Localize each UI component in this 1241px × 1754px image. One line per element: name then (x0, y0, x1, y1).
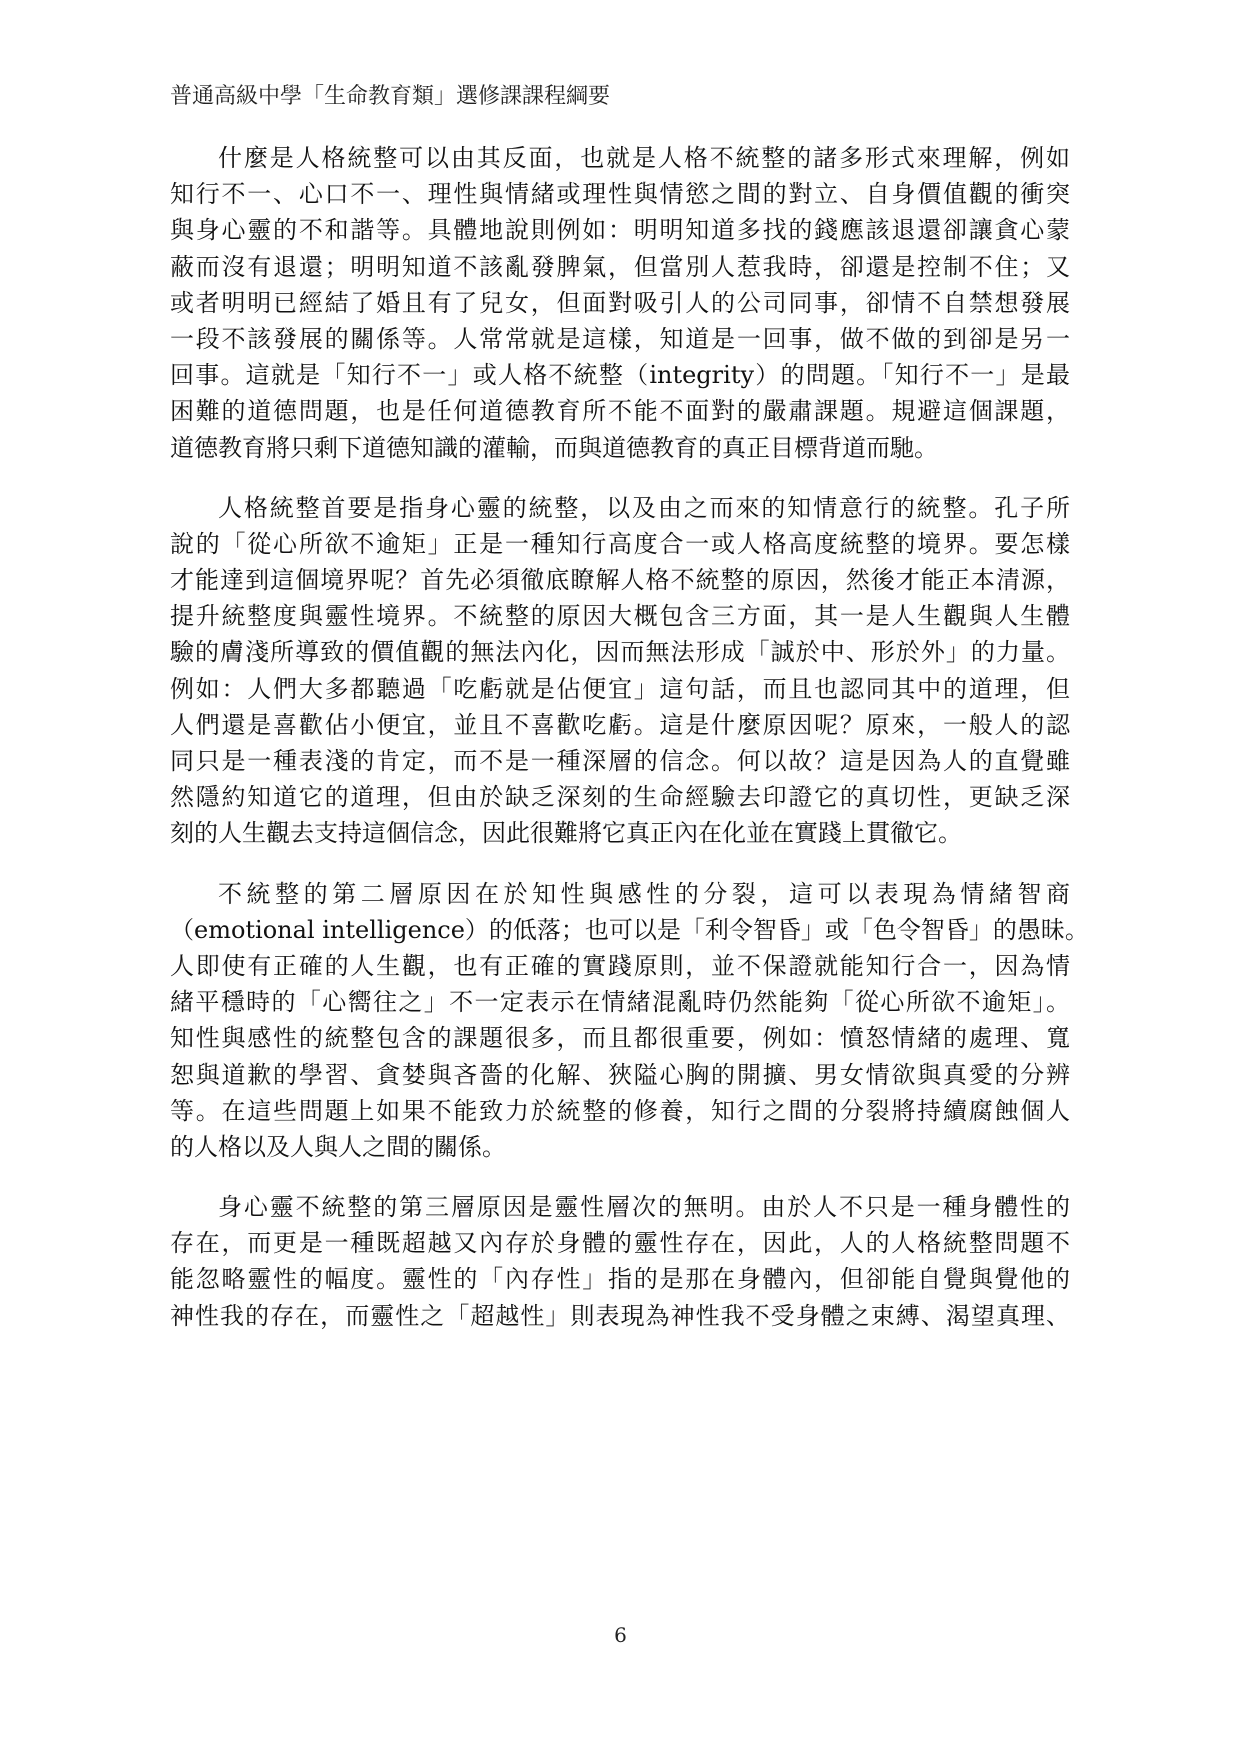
text-line: 知性與感性的統整包含的課題很多，而且都很重要，例如：憤怒情緒的處理、寬 (170, 1024, 1070, 1053)
document-body (170, 140, 1089, 1358)
text-line: 然隱約知道它的道理，但由於缺乏深刻的生命經驗去印證它的真切性，更缺乏深 (170, 783, 1070, 812)
text-line: 說的「從心所欲不逾矩」正是一種知行高度合一或人格高度統整的境界。要怎樣 (170, 529, 1070, 558)
text-line: 與身心靈的不和諧等。具體地說則例如：明明知道多找的錢應該退還卻讓貪心蒙 (170, 216, 1070, 245)
text-line: 知行不一、心口不一、理性與情緒或理性與情慾之間的對立、自身價值觀的衝突 (170, 180, 1070, 209)
text-line: 回事。這就是「知行不一」或人格不統整（integrity）的問題。「知行不一」是最 (170, 361, 1070, 390)
text-line: 驗的膚淺所導致的價值觀的無法內化，因而無法形成「誠於中、形於外」的力量。 (170, 638, 1070, 667)
text-line: 例如：人們大多都聽過「吃虧就是佔便宜」這句話，而且也認同其中的道理，但 (170, 674, 1070, 703)
text-line: 恕與道歉的學習、貪婪與吝嗇的化解、狹隘心胸的開擴、男女情欲與真愛的分辨 (170, 1060, 1070, 1089)
text-line: 身心靈不統整的第三層原因是靈性層次的無明。由於人不只是一種身體性的 (218, 1193, 1070, 1222)
text-line: 人們還是喜歡佔小便宜，並且不喜歡吃虧。這是什麼原因呢？原來，一般人的認 (170, 710, 1070, 739)
text-line: 才能達到這個境界呢？首先必須徹底瞭解人格不統整的原因，然後才能正本清源， (170, 566, 1070, 595)
text-line: 道德教育將只剩下道德知識的灌輸，而與道德教育的真正目標背道而馳。 (170, 433, 938, 462)
text-line: 提升統整度與靈性境界。不統整的原因大概包含三方面，其一是人生觀與人生體 (170, 602, 1070, 631)
text-line: 能忽略靈性的幅度。靈性的「內存性」指的是那在身體內，但卻能自覺與覺他的 (170, 1265, 1070, 1294)
text-line: 神性我的存在，而靈性之「超越性」則表現為神性我不受身體之束縛、渴望真理、 (170, 1301, 1070, 1330)
text-line: 等。在這些問題上如果不能致力於統整的修養，知行之間的分裂將持續腐蝕個人 (170, 1096, 1070, 1125)
text-line: 緒平穩時的「心嚮往之」不一定表示在情緒混亂時仍然能夠「從心所欲不逾矩」。 (170, 988, 1070, 1017)
text-line: 的人格以及人與人之間的關係。 (170, 1132, 506, 1161)
text-line: 存在，而更是一種既超越又內存於身體的靈性存在，因此，人的人格統整問題不 (170, 1229, 1070, 1258)
text-line: 困難的道德問題，也是任何道德教育所不能不面對的嚴肅課題。規避這個課題， (170, 397, 1070, 426)
text-line: 同只是一種表淺的肯定，而不是一種深層的信念。何以故？這是因為人的直覺雖 (170, 747, 1070, 775)
running-header: 普通高級中學「生命教育類」選修課課程綱要 (170, 84, 611, 109)
paragraph-4 (170, 1189, 1070, 1334)
text-line: 或者明明已經結了婚且有了兒女，但面對吸引人的公司同事，卻情不自禁想發展 (170, 288, 1070, 317)
text-line: 人即使有正確的人生觀，也有正確的實踐原則，並不保證就能知行合一，因為情 (170, 951, 1070, 980)
paragraph-1 (170, 140, 1070, 466)
text-line: 什麼是人格統整可以由其反面，也就是人格不統整的諸多形式來理解，例如 (218, 144, 1070, 172)
text-line: 蔽而沒有退還；明明知道不該亂發脾氣，但當別人惹我時，卻還是控制不住；又 (170, 252, 1070, 281)
text-line: 一段不該發展的關係等。人常常就是這樣，知道是一回事，做不做的到卻是另一 (170, 324, 1070, 353)
paragraph-2 (170, 490, 1070, 852)
paragraph-3 (170, 876, 1089, 1166)
page-number: 6 (614, 1623, 627, 1647)
text-line: 刻的人生觀去支持這個信念，因此很難將它真正內在化並在實踐上貫徹它。 (170, 819, 962, 848)
text-line: 人格統整首要是指身心靈的統整，以及由之而來的知情意行的統整。孔子所 (218, 493, 1070, 522)
text-line: （emotional intelligence）的低落；也可以是「利令智昏」或「色令智昏」的愚昧。 (170, 915, 1089, 944)
text-line: 不統整的第二層原因在於知性與感性的分裂，這可以表現為情緒智商 (218, 879, 1070, 908)
